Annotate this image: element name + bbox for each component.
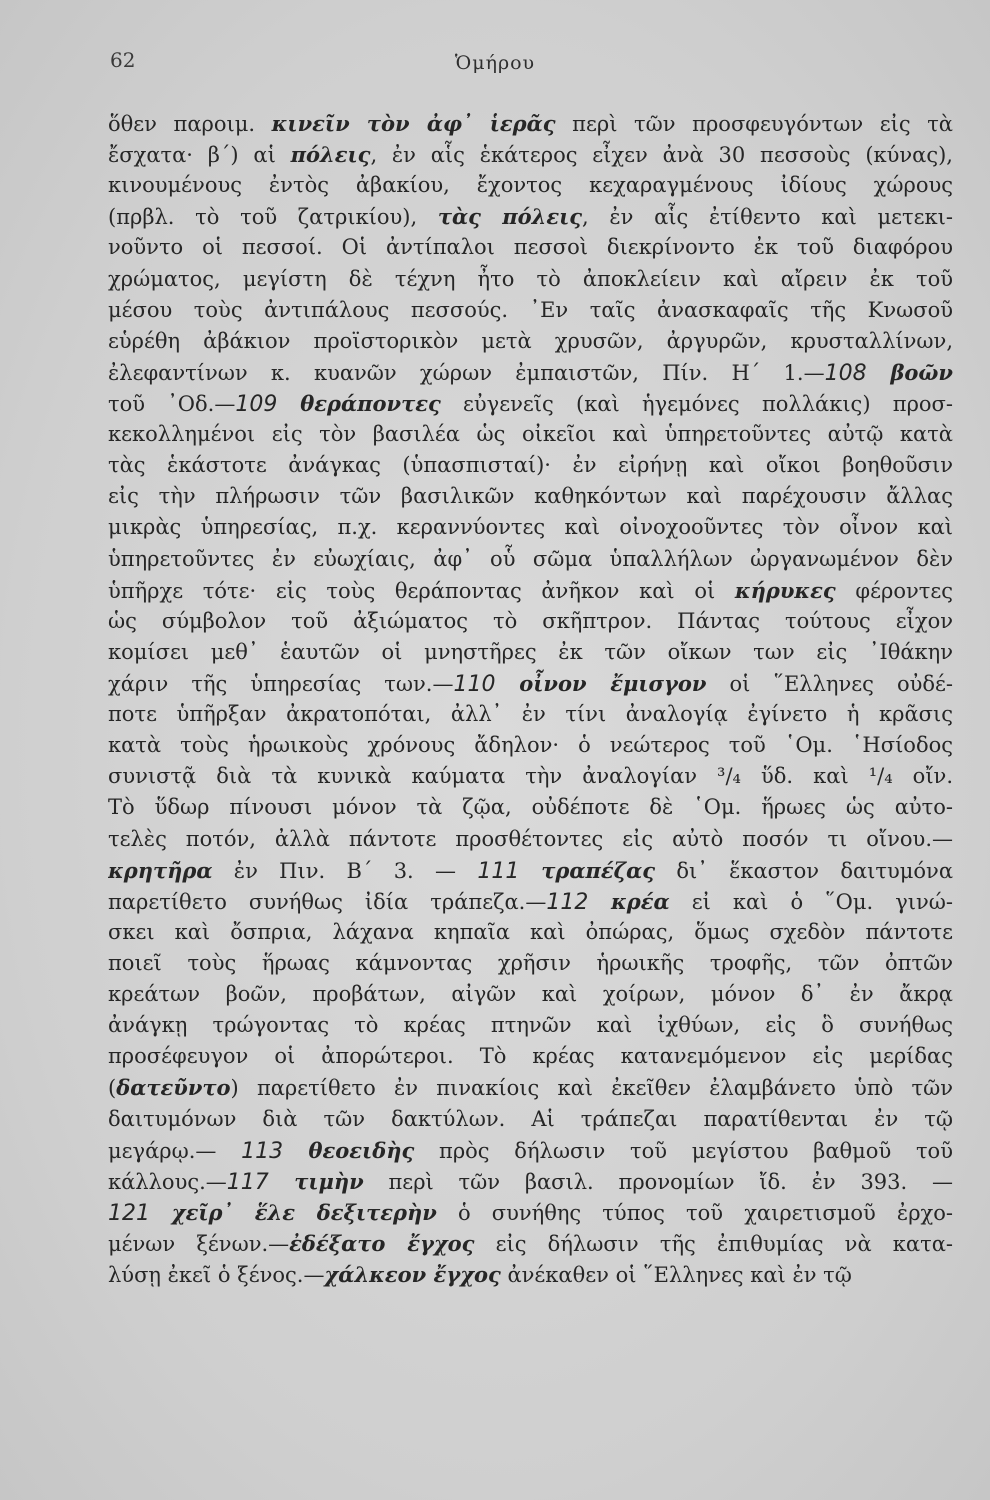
lemma: θεράποντες bbox=[277, 390, 441, 416]
text-segment: περὶ τῶν προσφευγόντων εἰς τὰ bbox=[555, 112, 953, 136]
text-segment: οἱ ῞Ελληνες οὐδέ- bbox=[706, 671, 953, 696]
text-line bbox=[108, 1166, 953, 1197]
text-segment: κάλλους.— bbox=[108, 1169, 227, 1194]
text-line bbox=[108, 1228, 953, 1259]
text-line bbox=[108, 1072, 953, 1103]
text-segment: ὅθεν παροιμ. bbox=[108, 112, 272, 136]
text-line bbox=[108, 668, 953, 699]
verse-number: 117 bbox=[226, 1169, 269, 1195]
text-line bbox=[108, 481, 953, 512]
text-segment: δαιτυμόνων διὰ τῶν δακτύλων. Αἱ τράπεζαι παρατίθενται ἐν τῷ bbox=[108, 1106, 953, 1131]
text-line bbox=[108, 948, 953, 979]
text-line bbox=[108, 357, 953, 388]
text-line bbox=[108, 606, 953, 637]
verse-number: 113 bbox=[241, 1138, 284, 1164]
text-segment: συνιστᾷ διὰ τὰ κυνικὰ καύματα τὴν ἀναλογίαν ³/₄ ὕδ. καὶ ¹/₄ οἴν. bbox=[108, 764, 953, 789]
text-line bbox=[108, 419, 953, 450]
text-line bbox=[108, 512, 953, 543]
text-segment: ὑπηρετοῦντες ἐν εὐωχίαις, ἀφ᾿ οὗ σῶμα ὑπαλλήλων ὠργανωμένον δὲν bbox=[108, 546, 953, 571]
verse-number: 110 bbox=[453, 671, 496, 697]
text-line bbox=[108, 544, 953, 575]
lemma: χεῖρ᾿ ἕλε δεξιτερὴν bbox=[150, 1199, 437, 1225]
text-segment: μέσου τοὺς ἀντιπάλους πεσσούς. ᾽Εν ταῖς ἀνασκαφαῖς τῆς Κνωσοῦ bbox=[108, 297, 953, 322]
text-segment: ἀνέκαθεν οἱ ῞Ελληνες καὶ ἐν τῷ bbox=[500, 1263, 852, 1288]
lemma: κρέα bbox=[588, 888, 670, 914]
lemma: τραπέζας bbox=[519, 857, 656, 883]
text-segment: πρὸς δήλωσιν τοῦ μεγίστου βαθμοῦ τοῦ bbox=[414, 1138, 953, 1163]
text-segment: ) παρετίθετο ἐν πινακίοις καὶ ἐκεῖθεν ἐλαμβάνετο ὑπὸ τῶν bbox=[230, 1076, 953, 1101]
text-segment: προσέφευγον οἱ ἀπορώτεροι. Τὸ κρέας κατανεμόμενον εἰς μερίδας bbox=[108, 1044, 953, 1069]
text-line bbox=[108, 979, 953, 1010]
lemma: τιμὴν bbox=[268, 1168, 364, 1194]
text-segment: εἰς τὴν πλήρωσιν τῶν βασιλικῶν καθηκόντων καὶ παρέχουσιν ἄλλας bbox=[108, 484, 953, 509]
text-line bbox=[108, 108, 953, 139]
text-segment: κρεάτων βοῶν, προβάτων, αἰγῶν καὶ χοίρων, μόνον δ᾿ ἐν ἄκρᾳ bbox=[108, 982, 953, 1007]
text-line bbox=[108, 792, 953, 823]
lemma: κινεῖν τὸν ἀφ᾿ ἱερᾶς bbox=[271, 111, 556, 136]
lemma: πόλεις bbox=[290, 142, 371, 168]
text-segment: δι᾿ ἕκαστον δαιτυμόνα bbox=[655, 858, 953, 883]
text-segment: περὶ τῶν βασιλ. προνομίων ἴδ. ἐν 393. — bbox=[363, 1169, 953, 1194]
text-segment: χρώματος, μεγίστη δὲ τέχνη ἦτο τὸ ἀποκλείειν καὶ αἴρειν ἐκ τοῦ bbox=[108, 266, 953, 291]
text-line bbox=[108, 1135, 953, 1166]
text-segment: κομίσει μεθ᾿ ἑαυτῶν οἱ μνηστῆρες ἐκ τῶν οἴκων των εἰς ᾽Ιθάκην bbox=[108, 639, 953, 664]
text-line bbox=[108, 1197, 953, 1228]
text-line bbox=[108, 855, 953, 886]
text-line bbox=[108, 886, 953, 917]
text-segment: ὡς σύμβολον τοῦ ἀξιώματος τὸ σκῆπτρον. Πάντας τούτους εἶχον bbox=[108, 608, 953, 633]
text-segment: ὑπῆρχε τότε· εἰς τοὺς θεράποντας ἀνῆκον καὶ οἱ bbox=[108, 578, 735, 603]
text-segment: μεγάρῳ.— bbox=[108, 1138, 242, 1163]
text-segment: εὐγενεῖς (καὶ ἡγεμόνες πολλάκις) προσ- bbox=[440, 391, 953, 416]
verse-number: 109 bbox=[235, 391, 278, 417]
text-line bbox=[108, 761, 953, 792]
running-title: Ὁμήρου bbox=[454, 52, 536, 74]
text-line bbox=[108, 201, 953, 232]
text-line bbox=[108, 388, 953, 419]
text-segment: λύσῃ ἐκεῖ ὁ ξένος.— bbox=[108, 1263, 325, 1288]
text-segment: τὰς ἑκάστοτε ἀνάγκας (ὑπασπισταί)· ἐν εἰρήνῃ καὶ οἴκοι βοηθοῦσιν bbox=[108, 453, 953, 478]
text-segment: τοῦ ᾽Οδ.— bbox=[108, 391, 236, 416]
text-segment: ποιεῖ τοὺς ἥρωας κάμνοντας χρῆσιν ἡρωικῆς τροφῆς, τῶν ὀπτῶν bbox=[108, 950, 953, 975]
text-line bbox=[108, 1041, 953, 1072]
text-segment: μικρὰς ὑπηρεσίας, π.χ. κεραννύοντες καὶ οἰνοχοοῦντες τὸν οἶνον καὶ bbox=[108, 515, 953, 540]
text-segment: εὑρέθη ἀβάκιον προϊστορικὸν μετὰ χρυσῶν, ἀργυρῶν, κρυσταλλίνων, bbox=[108, 328, 953, 353]
verse-number: 111 bbox=[477, 858, 520, 884]
text-line bbox=[108, 170, 953, 201]
text-segment: ἐλεφαντίνων κ. κυανῶν χώρων ἐμπαιστῶν, Πίν. Η΄ 1.— bbox=[108, 360, 825, 385]
text-segment: (πρβλ. τὸ τοῦ ζατρικίου), bbox=[108, 205, 438, 230]
text-line bbox=[108, 637, 953, 668]
text-line bbox=[108, 1259, 953, 1290]
text-segment: ποτε ὑπῆρξαν ἀκρατοπόται, ἀλλ᾿ ἐν τίνι ἀναλογίᾳ ἐγίνετο ἡ κρᾶσις bbox=[108, 702, 953, 727]
text-line bbox=[108, 232, 953, 263]
text-line bbox=[108, 264, 953, 295]
verse-number: 108 bbox=[824, 360, 867, 386]
text-line bbox=[108, 730, 953, 761]
text-line bbox=[108, 575, 953, 606]
text-segment: , ἐν αἷς ἑκάτερος εἶχεν ἀνὰ 30 πεσσοὺς (κύνας), bbox=[370, 143, 953, 168]
text-segment: εἰ καὶ ὁ ῞Ομ. γινώ- bbox=[669, 889, 953, 914]
text-line bbox=[108, 699, 953, 730]
text-line bbox=[108, 917, 953, 948]
text-segment: φέροντες bbox=[835, 578, 953, 603]
text-segment: κεκολλημένοι εἰς τὸν βασιλέα ὡς οἰκεῖοι καὶ ὑπηρετοῦντες αὐτῷ κατὰ bbox=[108, 422, 953, 447]
text-line bbox=[108, 824, 953, 855]
text-line bbox=[108, 295, 953, 326]
lemma: κρητῆρα bbox=[108, 857, 213, 883]
text-segment: σκει καὶ ὄσπρια, λάχανα κηπαῖα καὶ ὀπώρας, ὅμως σχεδὸν πάντοτε bbox=[108, 919, 953, 944]
text-line bbox=[108, 1010, 953, 1041]
text-segment: τελὲς ποτόν, ἀλλὰ πάντοτε προσθέτοντες εἰς αὐτὸ ποσόν τι οἴνου.— bbox=[108, 826, 953, 851]
verse-number: 112 bbox=[546, 889, 589, 915]
text-segment: κατὰ τοὺς ἡρωικοὺς χρόνους ἄδηλον· ὁ νεώτερος τοῦ ῾Ομ. ῾Ησίοδος bbox=[108, 733, 953, 758]
text-segment: , ἐν αἷς ἐτίθεντο καὶ μετεκι- bbox=[582, 205, 953, 230]
text-segment: παρετίθετο συνήθως ἰδία τράπεζα.— bbox=[108, 889, 547, 914]
text-segment: μένων ξένων.— bbox=[108, 1231, 290, 1256]
text-segment: εἰς δήλωσιν τῆς ἐπιθυμίας νὰ κατα- bbox=[474, 1231, 953, 1256]
lemma: οἶνον ἔμισγον bbox=[495, 670, 707, 696]
lemma: χάλκεον ἔγχος bbox=[324, 1262, 501, 1288]
text-segment: Τὸ ὕδωρ πίνουσι μόνον τὰ ζῷα, οὐδέποτε δὲ ῾Ομ. ἥρωες ὡς αὐτο- bbox=[108, 795, 953, 820]
lemma: βοῶν bbox=[866, 359, 953, 385]
lemma: ἐδέξατο ἔγχος bbox=[289, 1230, 475, 1256]
text-segment: χάριν τῆς ὑπηρεσίας των.— bbox=[108, 671, 454, 696]
text-segment: ὁ συνήθης τύπος τοῦ χαιρετισμοῦ ἐρχο- bbox=[436, 1200, 953, 1225]
text-segment: ἔσχατα· β΄) αἱ bbox=[108, 143, 291, 168]
text-segment: νοῦντο οἱ πεσσοί. Οἱ ἀντίπαλοι πεσσοὶ διεκρίνοντο ἐκ τοῦ διαφόρου bbox=[108, 235, 953, 260]
verse-number: 121 bbox=[108, 1200, 150, 1226]
page-number: 62 bbox=[110, 48, 136, 72]
text-segment: κινουμένους ἐντὸς ἀβακίου, ἔχοντος κεχαραγμένους ἰδίους χώρους bbox=[108, 173, 953, 198]
text-segment: ἐν Πιν. Β΄ 3. — bbox=[212, 858, 478, 883]
text-segment: ( bbox=[108, 1076, 117, 1101]
text-line bbox=[108, 139, 953, 170]
lemma: τὰς πόλεις bbox=[437, 204, 583, 230]
text-segment: ἀνάγκῃ τρώγοντας τὸ κρέας πτηνῶν καὶ ἰχθύων, εἰς ὃ συνήθως bbox=[108, 1013, 953, 1038]
lemma: δατεῦντο bbox=[116, 1075, 231, 1101]
text-line bbox=[108, 1104, 953, 1135]
lemma: θεοειδὴς bbox=[283, 1137, 415, 1163]
text-line bbox=[108, 450, 953, 481]
commentary-text bbox=[108, 108, 953, 1290]
lemma: κήρυκες bbox=[734, 577, 836, 603]
text-line bbox=[108, 326, 953, 357]
